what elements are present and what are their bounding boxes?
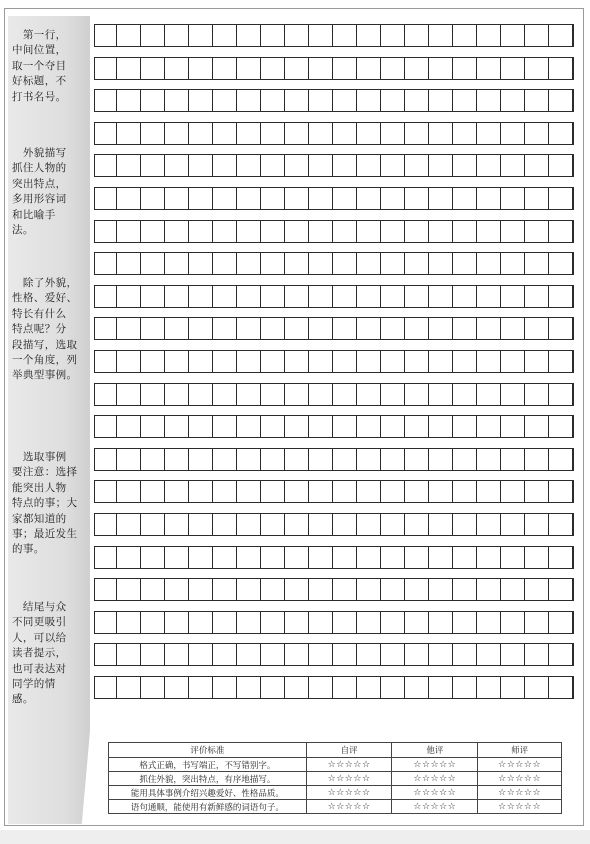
grid-row[interactable] bbox=[94, 480, 574, 503]
grid-row[interactable] bbox=[94, 24, 574, 47]
criterion-cell: 语句通顺，能使用有新鲜感的词语句子。 bbox=[109, 800, 307, 814]
grid-row[interactable] bbox=[94, 383, 574, 406]
evaluation-row bbox=[109, 786, 562, 800]
evaluation-row bbox=[109, 800, 562, 814]
grid-row[interactable] bbox=[94, 89, 574, 112]
grid-row[interactable] bbox=[94, 220, 574, 243]
evaluation-table bbox=[108, 742, 562, 814]
grid-row[interactable] bbox=[94, 350, 574, 373]
page-bottom-strip bbox=[0, 830, 590, 844]
teacher-rating-stars[interactable]: ☆☆☆☆☆ bbox=[478, 800, 562, 814]
hint-personality: 除了外貌， 性格、爱好、 特长有什么 特点呢？分 段描写，选取 一个角度，列 举典型事例。 bbox=[12, 277, 78, 382]
header-self: 自评 bbox=[306, 743, 392, 758]
peer-rating-stars[interactable]: ☆☆☆☆☆ bbox=[392, 772, 478, 786]
teacher-rating-stars[interactable]: ☆☆☆☆☆ bbox=[478, 772, 562, 786]
grid-row[interactable] bbox=[94, 643, 574, 666]
criterion-cell: 格式正确，书写端正，不写错别字。 bbox=[109, 758, 307, 772]
grid-row[interactable] bbox=[94, 546, 574, 569]
grid-row[interactable] bbox=[94, 57, 574, 80]
peer-rating-stars[interactable]: ☆☆☆☆☆ bbox=[392, 758, 478, 772]
evaluation-row bbox=[109, 758, 562, 772]
header-criterion: 评价标准 bbox=[109, 743, 307, 758]
self-rating-stars[interactable]: ☆☆☆☆☆ bbox=[306, 758, 392, 772]
self-rating-stars[interactable]: ☆☆☆☆☆ bbox=[306, 772, 392, 786]
grid-row[interactable] bbox=[94, 448, 574, 471]
grid-row[interactable] bbox=[94, 676, 574, 699]
peer-rating-stars[interactable]: ☆☆☆☆☆ bbox=[392, 786, 478, 800]
self-rating-stars[interactable]: ☆☆☆☆☆ bbox=[306, 786, 392, 800]
criterion-cell: 能用具体事例介绍兴趣爱好、性格品质。 bbox=[109, 786, 307, 800]
hint-examples: 选取事例 要注意：选择 能突出人物 特点的事；大 家都知道的 事；最近发生 的事。 bbox=[12, 451, 78, 556]
evaluation-row bbox=[109, 772, 562, 786]
grid-row[interactable] bbox=[94, 317, 574, 340]
teacher-rating-stars[interactable]: ☆☆☆☆☆ bbox=[478, 786, 562, 800]
grid-row[interactable] bbox=[94, 611, 574, 634]
header-teacher: 师评 bbox=[478, 743, 562, 758]
grid-row[interactable] bbox=[94, 187, 574, 210]
peer-rating-stars[interactable]: ☆☆☆☆☆ bbox=[392, 800, 478, 814]
grid-row[interactable] bbox=[94, 513, 574, 536]
grid-row[interactable] bbox=[94, 122, 574, 145]
criterion-cell: 抓住外貌，突出特点，有序地描写。 bbox=[109, 772, 307, 786]
grid-row[interactable] bbox=[94, 578, 574, 601]
header-peer: 他评 bbox=[392, 743, 478, 758]
evaluation-header-row bbox=[109, 743, 562, 758]
self-rating-stars[interactable]: ☆☆☆☆☆ bbox=[306, 800, 392, 814]
grid-row[interactable] bbox=[94, 252, 574, 275]
grid-row[interactable] bbox=[94, 154, 574, 177]
hint-ending: 结尾与众 不同更吸引 人，可以给 读者提示， 也可表达对 同学的情 感。 bbox=[12, 601, 67, 706]
grid-row[interactable] bbox=[94, 285, 574, 308]
teacher-rating-stars[interactable]: ☆☆☆☆☆ bbox=[478, 758, 562, 772]
hint-title: 第一行， 中间位置， 取一个夺目 好标题，不 打书名号。 bbox=[12, 29, 67, 103]
grid-row[interactable] bbox=[94, 415, 574, 438]
hint-appearance: 外貌描写 抓住人物的 突出特点， 多用形容词 和比喻手 法。 bbox=[12, 147, 67, 237]
